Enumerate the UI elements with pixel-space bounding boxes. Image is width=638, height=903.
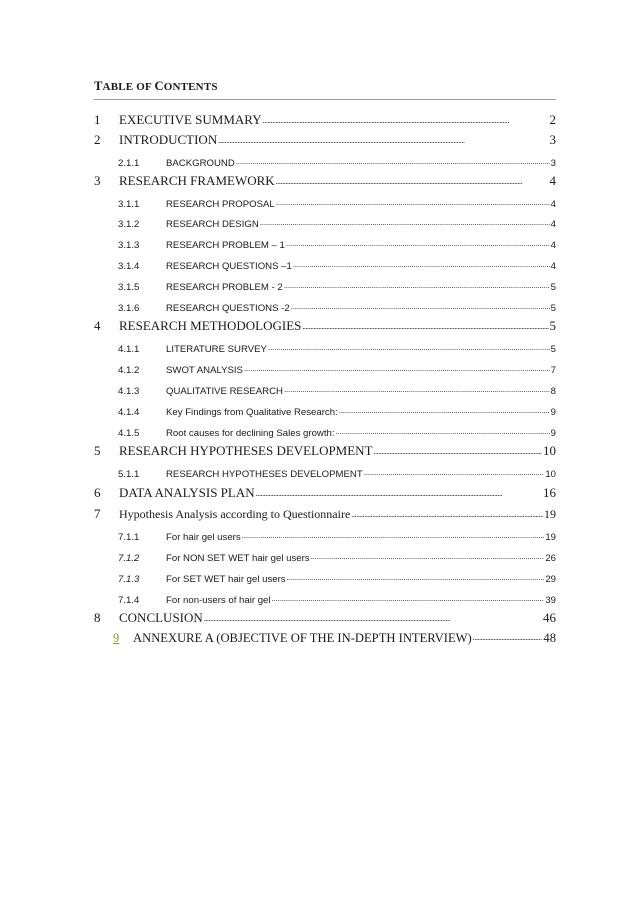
toc-entry-page: 29 [545,574,556,585]
toc-entry-page: 5 [549,318,556,333]
toc-entry-text: For non-users of hair gel [166,595,271,606]
toc-entry-number: 6 [94,485,101,500]
toc-entry[interactable] [118,358,556,376]
leader-dots [311,552,545,562]
toc-entry-page: 10 [545,469,556,480]
toc-entry-text: EXECUTIVE SUMMARY [119,112,262,127]
toc-entry-number: 9 [113,631,120,645]
leader-dots [364,468,545,478]
toc-entry-number: 3.1.3 [118,240,140,251]
toc-entry-page: 39 [545,595,556,606]
toc-entry-text: RESEARCH DESIGN [166,219,259,230]
toc-entry[interactable] [118,421,556,439]
toc-entry-number: 3.1.5 [118,282,140,293]
toc-entry-text: Root causes for declining Sales growth: [166,428,335,439]
toc-entry-page: 5 [550,282,556,293]
toc-entry[interactable] [94,608,556,626]
toc-entry-text: RESEARCH HYPOTHESES DEVELOPMENT [119,443,373,458]
toc-title-part-2: ONTENTS [163,81,218,93]
toc-entry-page: 10 [543,443,556,458]
toc-entry-number: 3 [94,173,101,188]
leader-dots [351,507,543,519]
leader-dots [256,485,542,498]
leader-dots [218,132,548,145]
toc-entry-page: 8 [550,386,556,397]
toc-entry-page: 46 [543,610,556,625]
toc-entry[interactable] [118,567,556,585]
toc-entry-number: 3.1.6 [118,303,140,314]
leader-dots [286,239,550,249]
toc-entry-number: 3.1.4 [118,261,140,272]
toc-entry[interactable] [118,588,556,606]
toc-entry-number: 2 [94,132,101,147]
toc-entry-number: 1 [94,112,101,127]
toc-entry-page: 9 [550,407,556,418]
toc-entry-page: 3 [550,158,556,169]
toc-entry-text: LITERATURE SURVEY [166,344,267,355]
toc-entry[interactable] [113,628,556,646]
toc-entry-page: 9 [550,428,556,439]
toc-entry-page: 48 [543,631,556,645]
toc-entry-page: 4 [550,199,556,210]
toc-entry-page: 26 [545,553,556,564]
toc-entry-number: 2.1.1 [118,158,140,169]
toc-title-cap-c: C [154,79,164,93]
toc-entry-number: 7.1.2 [118,553,140,564]
toc-entry-number: 4.1.5 [118,428,140,439]
toc-entry-text: SWOT ANALYSIS [166,365,243,376]
leader-dots [336,427,550,437]
toc-entry[interactable] [94,130,556,148]
leader-dots [204,610,542,623]
toc-entry[interactable] [94,110,556,128]
toc-entry-text: RESEARCH QUESTIONS –1 [166,261,292,272]
leader-dots [276,173,549,186]
toc-entry[interactable] [94,483,556,501]
toc-entry-page: 16 [543,485,556,500]
toc-entry-number: 3.1.2 [118,219,140,230]
toc-entry-text: BACKGROUND [166,158,235,169]
toc-entry-number: 7 [94,506,101,521]
leader-dots [284,385,550,395]
toc-entry-text: RESEARCH HYPOTHESES DEVELOPMENT [166,469,363,480]
leader-dots [268,343,550,353]
leader-dots [302,318,548,331]
toc-entry-text: Hypothesis Analysis according to Questionnaire [119,507,351,521]
toc-entry-text: RESEARCH METHODOLOGIES [119,318,302,333]
toc-entry[interactable] [118,192,556,210]
toc-entry-text: ANNEXURE A (OBJECTIVE OF THE IN-DEPTH INTERVIEW) [133,631,472,645]
toc-entry-number: 4.1.4 [118,407,140,418]
leader-dots [287,573,545,583]
toc-entry-text: For SET WET hair gel users [166,574,286,585]
toc-entry[interactable] [118,337,556,355]
leader-dots [339,406,550,416]
toc-entry-page: 5 [550,344,556,355]
leader-dots [276,198,550,208]
toc-title-cap-t: T [94,79,103,93]
toc-title-part-1: ABLE OF [102,81,155,93]
toc-entry-page: 3 [549,132,556,147]
toc-entry[interactable] [118,379,556,397]
toc-entry-text: DATA ANALYSIS PLAN [119,485,255,500]
toc-entry-number: 5 [94,443,101,458]
leader-dots [473,630,543,643]
toc-entry[interactable] [94,316,556,334]
toc-entry-text: CONCLUSION [119,610,203,625]
toc-entry-page: 4 [550,261,556,272]
toc-entry-text: Key Findings from Qualitative Research: [166,407,338,418]
leader-dots [244,364,550,374]
leader-dots [374,443,542,456]
toc-entry[interactable] [118,233,556,251]
leader-dots [263,112,549,125]
toc-entry-number: 7.1.3 [118,574,140,585]
toc-entry-page: 5 [550,303,556,314]
toc-entry-text: For hair gel users [166,532,241,543]
toc-entry[interactable] [94,504,556,522]
toc-entry[interactable] [118,400,556,418]
toc-entry[interactable] [118,212,556,230]
toc-entry[interactable] [94,441,556,459]
toc-entry-page: 2 [549,112,556,127]
toc-entry-text: RESEARCH PROBLEM - 2 [166,282,283,293]
toc-entry[interactable] [94,171,556,189]
toc-entry-page: 19 [544,507,556,521]
toc-entry-number: 4.1.3 [118,386,140,397]
toc-entry-number: 4 [94,318,101,333]
toc-entry[interactable] [118,525,556,543]
toc-entry-text: RESEARCH FRAMEWORK [119,173,275,188]
toc-entry-number: 7.1.1 [118,532,140,543]
toc-entry-text: For NON SET WET hair gel users [166,553,310,564]
leader-dots [291,302,550,312]
toc-entry[interactable] [118,254,556,272]
toc-entry-text: RESEARCH QUESTIONS -2 [166,303,290,314]
toc-entry-number: 4.1.1 [118,344,140,355]
leader-dots [242,531,545,541]
toc-entry-number: 8 [94,610,101,625]
toc-entry-text: QUALITATIVE RESEARCH [166,386,283,397]
toc-entry-page: 4 [549,173,556,188]
toc-entry-text: RESEARCH PROPOSAL [166,199,275,210]
toc-entry-number: 4.1.2 [118,365,140,376]
toc-entry[interactable] [118,275,556,293]
toc-entry-page: 19 [545,532,556,543]
toc-entry-text: INTRODUCTION [119,132,218,147]
toc-entry[interactable] [118,462,556,480]
toc-entry[interactable] [118,151,556,169]
toc-entry-page: 4 [550,219,556,230]
toc-entry-page: 4 [550,240,556,251]
toc-entry[interactable] [118,296,556,314]
toc-entry-text: RESEARCH PROBLEM – 1 [166,240,285,251]
leader-dots [260,218,550,228]
leader-dots [284,281,550,291]
toc-entry-number: 3.1.1 [118,199,140,210]
leader-dots [293,260,550,270]
leader-dots [272,594,545,604]
toc-entry-page: 7 [550,365,556,376]
toc-entry-number: 5.1.1 [118,469,140,480]
toc-entry[interactable] [118,546,556,564]
leader-dots [236,157,550,167]
toc-entry-number: 7.1.4 [118,595,140,606]
